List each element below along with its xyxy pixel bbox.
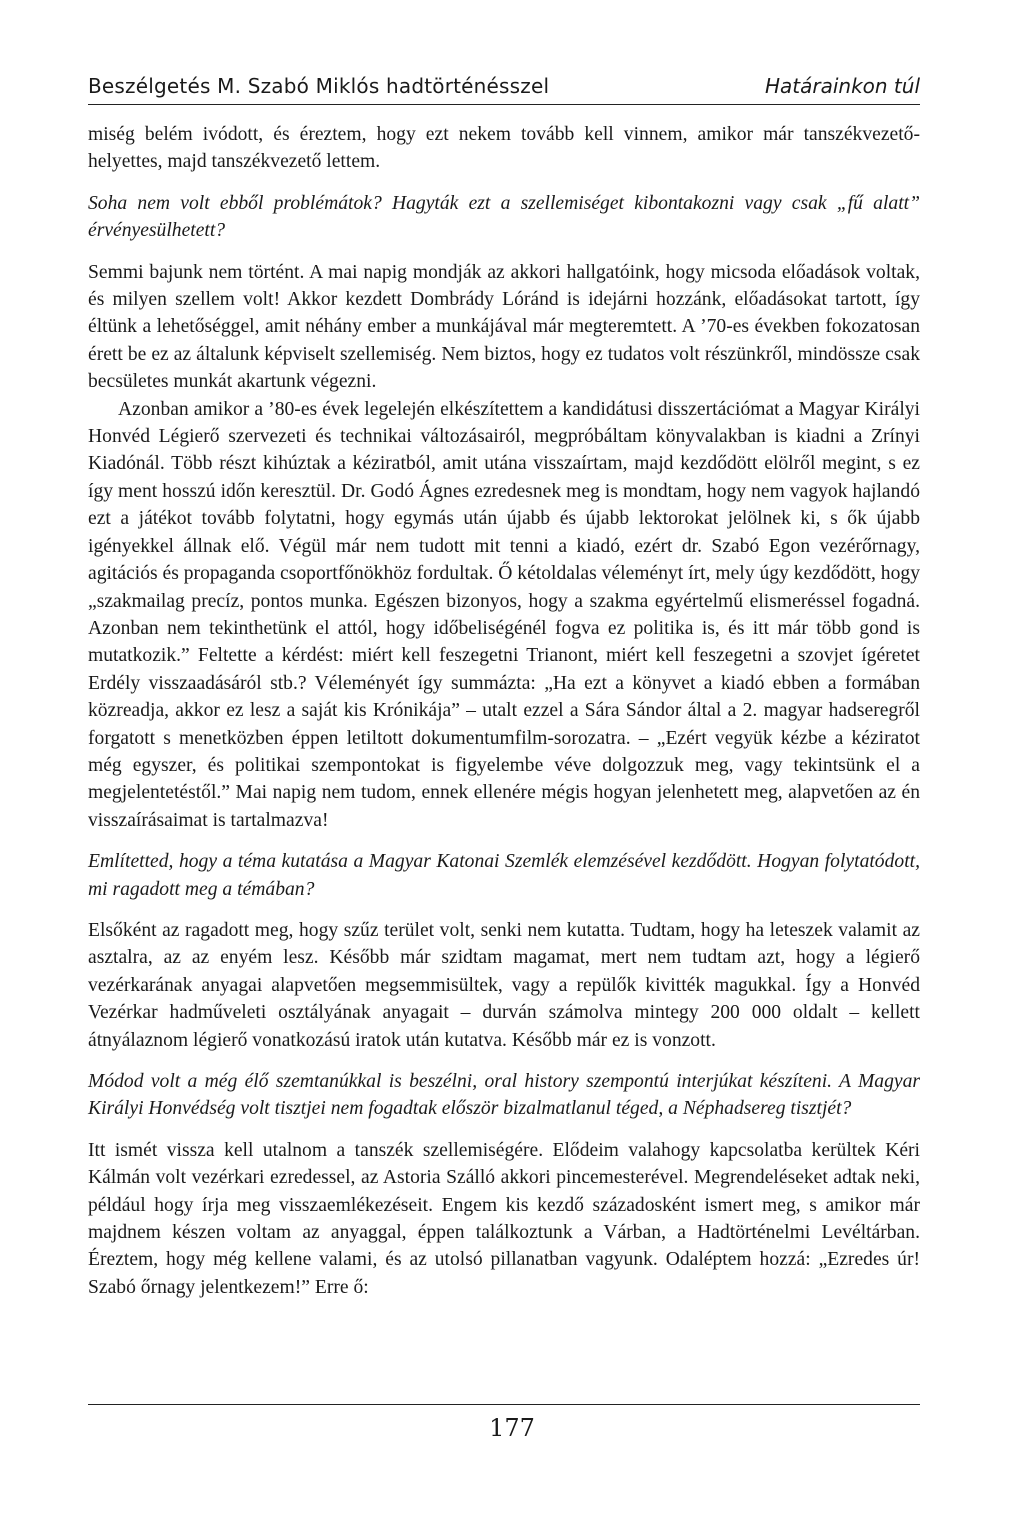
running-header-section: Határainkon túl (764, 74, 920, 98)
footer-rule (88, 1404, 920, 1405)
running-header (88, 72, 920, 105)
answer-paragraph-3: Elsőként az ragadott meg, hogy szűz terület volt, senki nem kutatta. Tudtam, hogy ha leteszek valamit az asztalra, az az enyém lesz. Később már szidtam magamat, mert nem tudtam azt, hogy a légierő vezérkarának anyagai alapvetően megsemmisültek, vagy a repülők kivitték magukkal. Így a Honvéd Vezérkar hadműveleti osztályának anyagait – durván számolva mintegy 200 000 oldalt – kellett átnyálaznom légierő vonatkozású iratok után kutatva. Később már ez is vonzott. (88, 919, 920, 1051)
running-header-title: Beszélgetés M. Szabó Miklós hadtörténésszel (88, 74, 550, 98)
answer-paragraph-4: Itt ismét vissza kell utalnom a tanszék szellemiségére. Elődeim valahogy kapcsolatba kerültek Kéri Kálmán volt vezérkari ezredessel, az Astoria Szálló akkori pincemesterével. Megrendeléseket adtak neki, például hogy írja meg visszaemlékezéseit. Engem kis kezdő századosként ismert meg, s amikor már majdnem készen voltam az anyaggal, éppen találkoztunk a Várban, a Hadtörténelmi Levéltárban. Éreztem, hogy még kellene valami, és az utolsó pillanatban vagyunk. Odaléptem hozzá: „Ezredes úr! Szabó őrnagy jelentkezem!” Erre ő: (88, 1139, 920, 1298)
answer-paragraph-2: Azonban amikor a ’80-es évek legelején elkészítettem a kandidátusi disszertációmat a Magyar Királyi Honvéd Légierő szervezeti és technikai változásairól, megpróbáltam könyvalakban is kiadni a Zrínyi Kiadónál. Több részt kihúztak a kéziratból, amit utána visszaírtam, majd kezdődött elölről megint, s ez így ment hosszú időn keresztül. Dr. Godó Ágnes ezredesnek meg is mondtam, hogy nem vagyok hajlandó ezt a játékot tovább folytatni, hogy egymás után újabb és újabb lektorokat jelölnek ki, s ők újabb igényekkel állnak elő. Végül már nem tudott mit tenni a kiadó, ezért dr. Szabó Egon vezérőrnagy, agitációs és propaganda csoportfőnökhöz fordultak. Ő kétoldalas véleményt írt, mely úgy kezdődött, hogy „szakmailag precíz, pontos munka. Egészen bizonyos, hogy a szakma egyértelmű elismeréssel fogadná. Azonban nem tekinthetünk el attól, hogy időbeliségénél fogva ez politika is, és itt már több gond is mutatkozik.” Feltette a kérdést: miért kell feszegetni Trianont, miért kell feszegetni a szovjet ígéretet Erdély visszaadásáról stb.? Véleményét így summázta: „Ha ezt a könyvet a kiadó ebben a formában közreadja, akkor ez lesz a saját kis Krónikája” – utalt ezzel a Sára Sándor által a 2. magyar hadseregről forgatott s menetközben éppen letiltott dokumentumfilm-sorozatra. – „Ezért vegyük kézbe a kéziratot még egyszer, és politikai szempontokat is figyelembe véve dolgozzuk meg, vagy tekintsünk el a megjelentetéstől.” Mai napig nem tudom, ennek ellenére mégis hogyan jelenhetett meg, alapvetően az én visszaírásaimat is tartalmazva! (88, 398, 920, 831)
interview-question-3: Módod volt a még élő szemtanúkkal is beszélni, oral history szempontú interjúkat készíteni. A Magyar Királyi Honvédség volt tisztjei nem fogadtak először bizalmatlanul téged, a Néphadsereg tisztjét? (88, 1071, 920, 1120)
answer-paragraph-1: Semmi bajunk nem történt. A mai napig mondják az akkori hallgatóink, hogy micsoda előadások voltak, és milyen szellem volt! Akkor kezdett Dombrády Lóránd is idejárni hozzánk, előadásokat tartott, így éltünk a lehetőséggel, amit néhány ember a munkájával már megteremtett. A ’70-es években fokozatosan érett be ez az általunk képviselt szellemiség. Nem biztos, hogy ez tudatos volt részünkről, mindössze csak becsületes munkát akartunk végezni. (88, 261, 920, 393)
page-number: 177 (489, 1414, 535, 1442)
interview-question-1: Soha nem volt ebből problémátok? Hagyták ezt a szellemiséget kibontakozni vagy csak „fű alatt” érvényesülhetett? (88, 192, 920, 242)
book-page (88, 72, 920, 1301)
paragraph-continuation: miség belém ivódott, és éreztem, hogy ezt nekem tovább kell vinnem, amikor már tanszékvezető-helyettes, majd tanszékvezető lettem. (88, 124, 920, 173)
page-body (88, 121, 920, 1301)
interview-question-2: Említetted, hogy a téma kutatása a Magyar Katonai Szemlék elemzésével kezdődött. Hogyan folytatódott, mi ragadott meg a témában? (88, 851, 920, 900)
